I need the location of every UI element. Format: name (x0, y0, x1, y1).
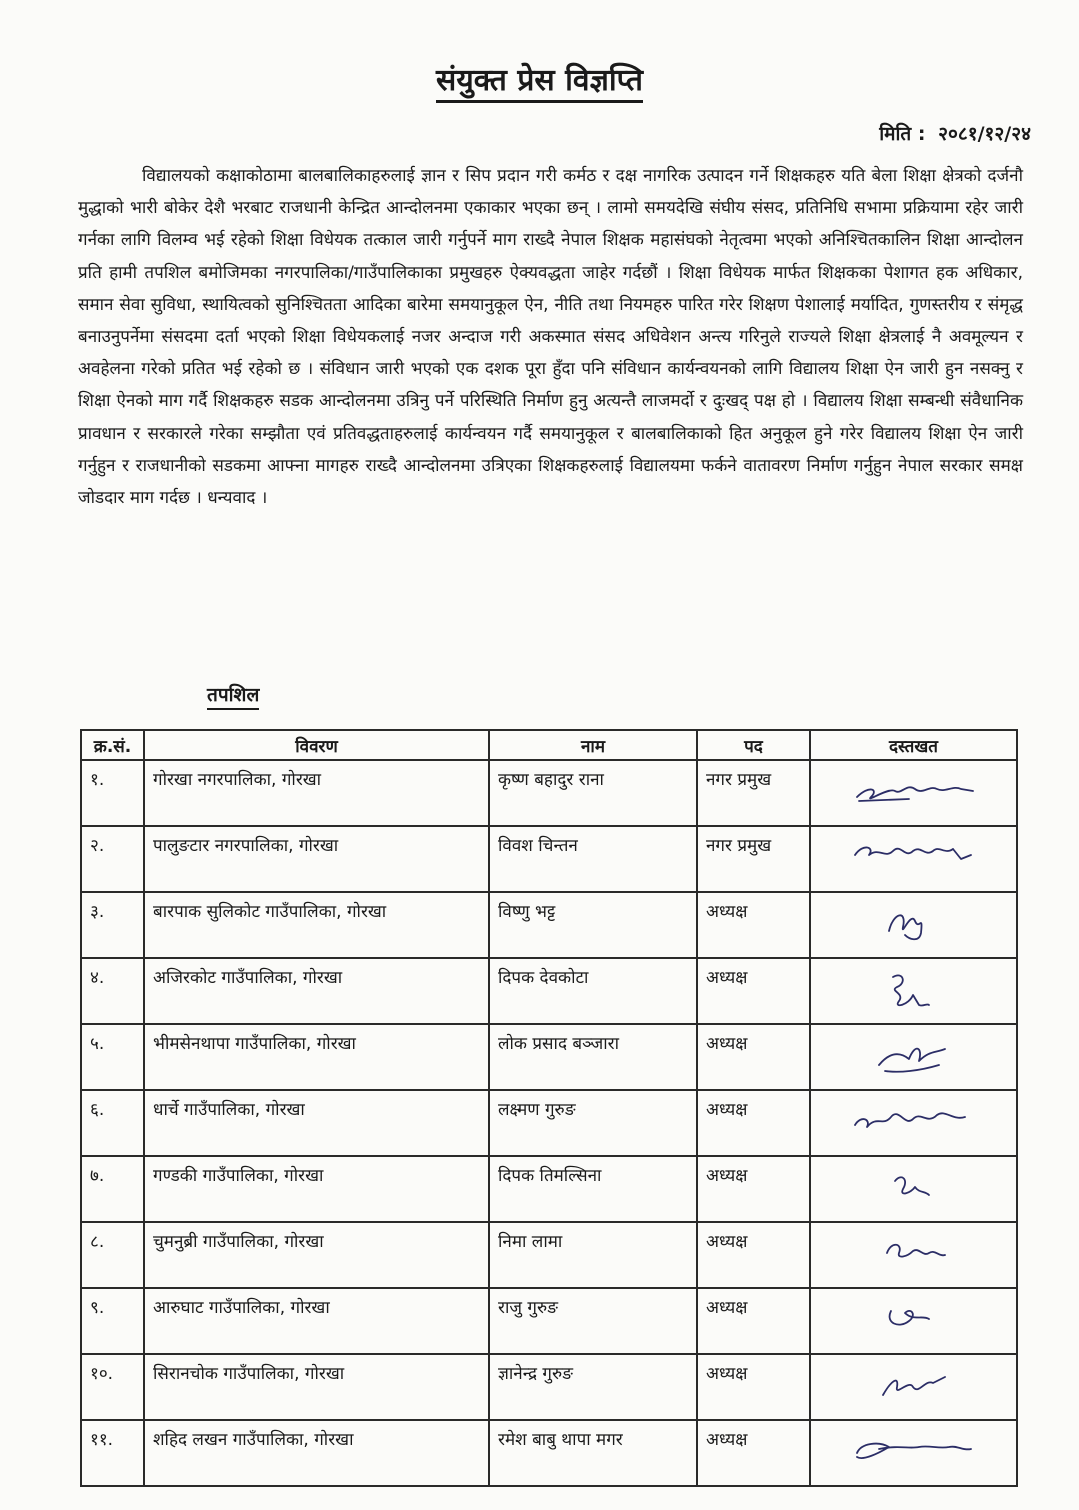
row-post: अध्यक्ष (697, 1156, 810, 1222)
row-detail: शहिद लखन गाउँपालिका, गोरखा (144, 1420, 489, 1486)
row-signature (810, 760, 1017, 826)
row-serial: ८. (81, 1222, 144, 1288)
table-row (81, 760, 1017, 826)
row-detail: चुमनुब्री गाउँपालिका, गोरखा (144, 1222, 489, 1288)
row-detail: गोरखा नगरपालिका, गोरखा (144, 760, 489, 826)
press-release-body: विद्यालयको कक्षाकोठामा बालबालिकाहरुलाई ज्ञान र सिप प्रदान गरी कर्मठ र दक्ष नागरिक उत्पादन गर्ने शिक्षकहरु यति बेला शिक्षा क्षेत्रको दर्जनौ मुद्धाको भारी बोकेर देशै भरबाट राजधानी केन्द्रित आन्दोलनमा एकाकार भएका छन् । लामो समयदेखि संघीय संसद, प्रतिनिधि सभामा प्रक्रियामा रहेर जारी गर्नका लागि विलम्व भई रहेको शिक्षा विधेयक तत्काल जारी गर्नुपर्ने माग राख्दै नेपाल शिक्षक महासंघको नेतृत्वमा भएको अनिश्चितकालिन शिक्षा आन्दोलन प्रति हामी तपशिल बमोजिमका नगरपालिका/गाउँपालिकाका प्रमुखहरु ऐक्यवद्धता जाहेर गर्दछौं । शिक्षा विधेयक मार्फत शिक्षकका पेशागत हक अधिकार, समान सेवा सुविधा, स्थायित्वको सुनिश्चितता आदिका बारेमा समयानुकूल ऐन, नीति तथा नियमहरु पारित गरेर शिक्षण पेशालाई मर्यादित, गुणस्तरीय र संमृद्ध बनाउनुपर्नेमा संसदमा दर्ता भएको शिक्षा विधेयकलाई नजर अन्दाज गरी अकस्मात संसद अधिवेशन अन्त्य गरिनुले राज्यले शिक्षा क्षेत्रलाई नै अवमूल्यन र अवहेलना गरेको प्रतित भई रहेको छ । संविधान जारी भएको एक दशक पूरा हुँदा पनि संविधान कार्यन्वयनको लागि विद्यालय शिक्षा ऐन जारी हुन नसक्नु र शिक्षा ऐनको माग गर्दै शिक्षकहरु सडक आन्दोलनमा उत्रिनु पर्ने परिस्थिति निर्माण हुनु अत्यन्तै लाजमर्दो र दुःखद् पक्ष हो । विद्यालय शिक्षा सम्बन्धी संवैधानिक प्रावधान र सरकारले गरेका सम्झौता एवं प्रतिवद्धताहरुलाई कार्यन्वयन गर्दै समयानुकूल र बालबालिकाको हित अनुकूल हुने गरेर विद्यालय शिक्षा ऐन जारी गर्नुहुन र राजधानीको सडकमा आफ्ना मागहरु राख्दै आन्दोलनमा उत्रिएका शिक्षकहरुलाई विद्यालयमा फर्कने वातावरण निर्माण गर्नुहुन नेपाल सरकार समक्ष जोडदार माग गर्दछ । धन्यवाद । (78, 166, 1023, 509)
table-row (81, 1222, 1017, 1288)
table-header-row (81, 730, 1017, 760)
header-signature: दस्तखत (810, 730, 1017, 760)
row-post: नगर प्रमुख (697, 826, 810, 892)
row-name: दिपक देवकोटा (489, 958, 697, 1024)
date-label: मिति : (879, 123, 926, 145)
row-name: विवश चिन्तन (489, 826, 697, 892)
signature-stroke (889, 915, 922, 939)
signature-mark (839, 899, 989, 947)
row-name: लोक प्रसाद बञ्जारा (489, 1024, 697, 1090)
signature-stroke (889, 1311, 928, 1325)
signature-stroke (887, 1245, 945, 1257)
row-serial: ५. (81, 1024, 144, 1090)
signature-stroke (857, 787, 973, 801)
row-detail: सिरानचोक गाउँपालिका, गोरखा (144, 1354, 489, 1420)
row-name: विष्णु भट्ट (489, 892, 697, 958)
signature-stroke (857, 1444, 971, 1458)
row-detail: पालुङटार नगरपालिका, गोरखा (144, 826, 489, 892)
row-post: नगर प्रमुख (697, 760, 810, 826)
row-name: कृष्ण बहादुर राना (489, 760, 697, 826)
header-detail: विवरण (144, 730, 489, 760)
date-value: २०८१/१२/२४ (938, 123, 1031, 145)
row-signature (810, 1024, 1017, 1090)
table-row (81, 1288, 1017, 1354)
signature-stroke (855, 847, 971, 859)
table-row (81, 958, 1017, 1024)
row-signature (810, 1156, 1017, 1222)
section-heading: तपशिल (207, 681, 259, 710)
signature-mark (839, 1361, 989, 1409)
signature-mark (839, 1031, 989, 1079)
row-signature (810, 1222, 1017, 1288)
row-serial: ४. (81, 958, 144, 1024)
table-row (81, 1420, 1017, 1486)
table-row (81, 1090, 1017, 1156)
row-signature (810, 958, 1017, 1024)
signature-mark (839, 1427, 989, 1475)
document-title (0, 58, 1079, 99)
row-serial: ६. (81, 1090, 144, 1156)
row-detail: भीमसेनथापा गाउँपालिका, गोरखा (144, 1024, 489, 1090)
table-row (81, 1354, 1017, 1420)
row-post: अध्यक्ष (697, 958, 810, 1024)
table-row (81, 892, 1017, 958)
signature-stroke (883, 1377, 945, 1395)
header-serial: क्र.सं. (81, 730, 144, 760)
row-detail: आरुघाट गाउँपालिका, गोरखा (144, 1288, 489, 1354)
row-serial: २. (81, 826, 144, 892)
table-row (81, 826, 1017, 892)
signature-mark (839, 833, 989, 881)
row-detail: धार्चे गाउँपालिका, गोरखा (144, 1090, 489, 1156)
row-signature (810, 826, 1017, 892)
row-serial: ३. (81, 892, 144, 958)
row-serial: १०. (81, 1354, 144, 1420)
row-post: अध्यक्ष (697, 1024, 810, 1090)
row-name: लक्ष्मण गुरुङ (489, 1090, 697, 1156)
signature-mark (839, 965, 989, 1013)
document-title-text: संयुक्त प्रेस विज्ञप्ति (436, 63, 643, 103)
row-serial: १. (81, 760, 144, 826)
row-post: अध्यक्ष (697, 1288, 810, 1354)
row-detail: अजिरकोट गाउँपालिका, गोरखा (144, 958, 489, 1024)
signature-mark (839, 1229, 989, 1277)
date-line (879, 120, 1031, 146)
row-name: रमेश बाबु थापा मगर (489, 1420, 697, 1486)
row-detail: गण्डकी गाउँपालिका, गोरखा (144, 1156, 489, 1222)
row-name: दिपक तिमल्सिना (489, 1156, 697, 1222)
row-serial: ११. (81, 1420, 144, 1486)
row-post: अध्यक्ष (697, 1090, 810, 1156)
signature-mark (839, 1295, 989, 1343)
signature-stroke (879, 1049, 945, 1072)
row-post: अध्यक्ष (697, 1420, 810, 1486)
row-post: अध्यक्ष (697, 1354, 810, 1420)
signature-stroke (895, 1177, 929, 1195)
row-signature (810, 1354, 1017, 1420)
header-name: नाम (489, 730, 697, 760)
row-serial: ९. (81, 1288, 144, 1354)
row-signature (810, 1420, 1017, 1486)
row-serial: ७. (81, 1156, 144, 1222)
signature-stroke (855, 1113, 965, 1127)
row-name: ज्ञानेन्द्र गुरुङ (489, 1354, 697, 1420)
table-row (81, 1024, 1017, 1090)
row-detail: बारपाक सुलिकोट गाउँपालिका, गोरखा (144, 892, 489, 958)
row-signature (810, 1090, 1017, 1156)
signature-stroke (893, 975, 929, 1005)
signature-mark (839, 1163, 989, 1211)
row-name: राजु गुरुङ (489, 1288, 697, 1354)
row-post: अध्यक्ष (697, 892, 810, 958)
table-row (81, 1156, 1017, 1222)
signatory-table (80, 729, 1018, 1487)
row-post: अध्यक्ष (697, 1222, 810, 1288)
signature-mark (839, 1097, 989, 1145)
table-body (81, 760, 1017, 1486)
signature-mark (839, 767, 989, 815)
row-signature (810, 892, 1017, 958)
row-name: निमा लामा (489, 1222, 697, 1288)
row-signature (810, 1288, 1017, 1354)
header-post: पद (697, 730, 810, 760)
